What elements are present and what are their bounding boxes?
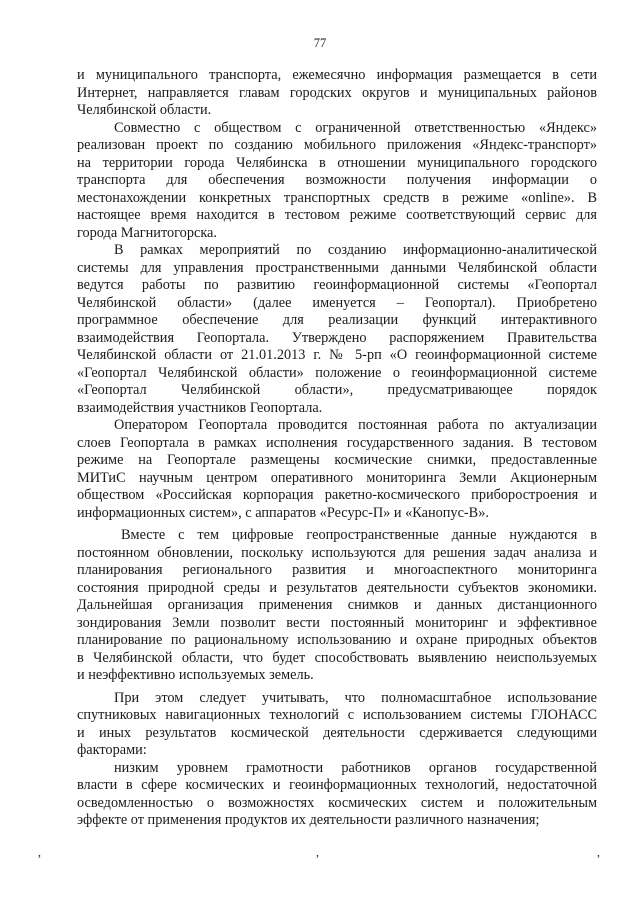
page-number: 77 xyxy=(313,36,327,50)
text-line: местонахождении конкретных транспортных средств в режиме «online». В xyxy=(77,189,597,206)
text-line: При этом следует учитывать, что полномасштабное использование xyxy=(114,689,597,706)
text-line: Совместно с обществом с ограниченной ответственностью «Яндекс» xyxy=(114,119,597,136)
text-line: В рамках мероприятий по созданию информационно-аналитической xyxy=(114,242,597,258)
text-line: зондирования Земли позволит вести постоянный мониторинг и эффективное xyxy=(77,614,597,631)
footer-mark: , xyxy=(38,845,41,859)
text-line: на территории города Челябинска в отношении муниципального городского xyxy=(77,154,597,171)
text-line: в Челябинской области, что будет способствовать выявлению неиспользуемых xyxy=(77,649,597,666)
text-line: реализован проект по созданию мобильного приложения «Яндекс-транспорт» xyxy=(77,137,597,153)
text-line: Интернет, направляется главам городских округов и муниципальных районов xyxy=(77,84,597,101)
text-line: и муниципального транспорта, ежемесячно информация размещается в сети xyxy=(77,67,597,83)
text-line: низким уровнем грамотности работников органов государственной xyxy=(114,759,597,776)
text-line: программное обеспечение для реализации функций интерактивного xyxy=(77,312,597,328)
text-line: режиме на Геопортале размещены космические снимки, предоставленные xyxy=(77,452,597,468)
text-line: Челябинской области. xyxy=(77,102,212,118)
text-line: «Геопортал Челябинской области», предусматривающее порядок xyxy=(77,382,597,398)
text-line: и неэффективно используемых земель. xyxy=(77,667,314,683)
text-line: Вместе с тем цифровые геопространственные данные нуждаются в xyxy=(121,527,597,543)
text-line: взаимодействия участников Геопортала. xyxy=(77,399,323,416)
text-line: эффекте от применения продуктов их деятельности различного назначения; xyxy=(77,812,540,828)
text-line: транспорта для обеспечения возможности получения информации о xyxy=(77,172,597,188)
text-line: города Магнитогорска. xyxy=(77,224,217,241)
text-line: «Геопортал Челябинской области» положение о геоинформационной системе xyxy=(77,364,597,381)
text-line: спутниковых навигационных технологий с использованием системы ГЛОНАСС xyxy=(77,707,597,723)
text-line: ведутся работы по развитию геоинформационной системы «Геопортал xyxy=(77,277,597,293)
text-line: обществом «Российская корпорация ракетно-космического приборостроения и xyxy=(77,487,597,503)
text-line: системы для управления пространственными данными Челябинской области xyxy=(77,259,597,276)
text-line: постоянном обновлении, поскольку используются для решения задач анализа и xyxy=(77,544,597,561)
text-line: факторами: xyxy=(77,742,147,758)
text-line: и иных результатов космической деятельности сдерживается следующими xyxy=(77,724,597,741)
text-line: взаимодействия Геопортала. Утверждено распоряжением Правительства xyxy=(77,329,597,346)
footer-mark: , xyxy=(316,845,319,859)
text-line: планирования регионального развития и многоаспектного мониторинга xyxy=(77,562,597,578)
text-line: слоев Геопортала в рамках исполнения государственного задания. В тестовом xyxy=(77,434,597,451)
text-line: власти в сфере космических и геоинформационных технологий, недостаточной xyxy=(77,777,597,793)
text-line: состояния природной среды и результатов деятельности субъектов экономики. xyxy=(77,579,597,596)
text-line: осведомленностью о возможностях космических систем и положительным xyxy=(77,794,597,811)
text-line: Дальнейшая организация применения снимков и данных дистанционного xyxy=(77,597,597,613)
text-line: настоящее время находится в тестовом режиме соответствующий сервис для xyxy=(77,207,597,223)
text-line: планирование по рациональному использованию и охране природных объектов xyxy=(77,632,597,648)
text-line: Челябинской области» (далее именуется – Геопортал). Приобретено xyxy=(77,294,597,311)
text-line: информационных систем», с аппаратов «Ресурс-П» и «Канопус-В». xyxy=(77,504,489,521)
text-line: МИТиС научным центром оперативного мониторинга Земли Акционерным xyxy=(77,469,597,486)
text-line: Челябинской области от 21.01.2013 г. № 5-рп «О геоинформационной системе xyxy=(77,347,597,363)
footer-mark: , xyxy=(597,845,600,859)
body-text xyxy=(77,67,597,830)
text-line: Оператором Геопортала проводится постоянная работа по актуализации xyxy=(114,417,597,433)
